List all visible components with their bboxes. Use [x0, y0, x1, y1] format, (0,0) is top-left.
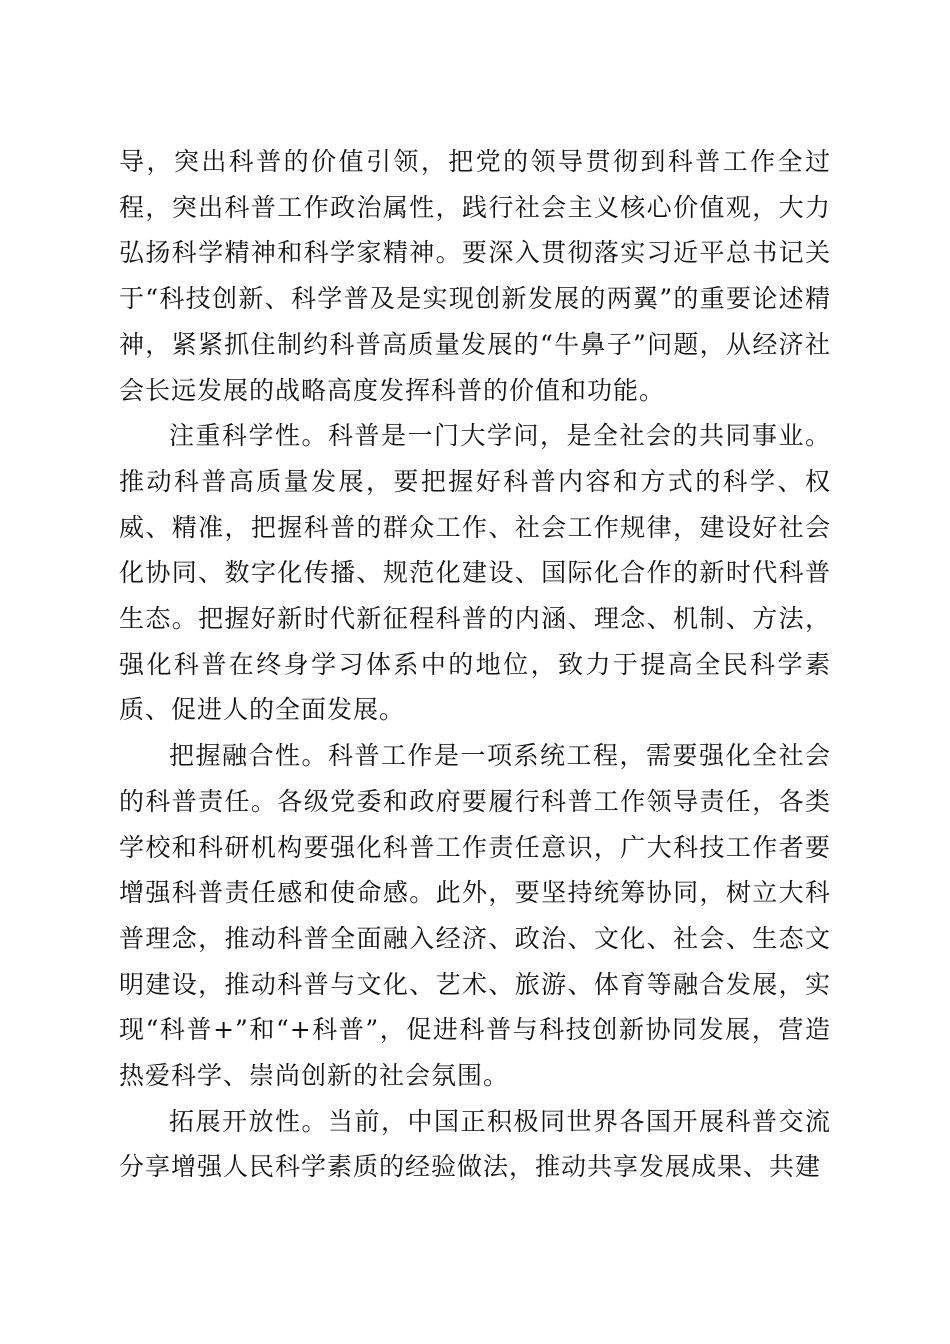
paragraph-scientific: 注重科学性。科普是一门大学问，是全社会的共同事业。推动科普高质量发展，要把握好科普内容和方式的科学、权威、精准，把握科普的群众工作、社会工作规律，建设好社会化协同、数字化传播、规范化建设、国际化合作的新时代科普生态。把握好新时代新征程科普的内涵、理念、机制、方法，强化科普在终身学习体系中的地位，致力于提高全民科学素质、促进人的全面发展。: [119, 421, 831, 725]
paragraph-integration: 把握融合性。科普工作是一项系统工程，需要强化全社会的科普责任。各级党委和政府要履行科普工作领导责任，各类学校和科研机构要强化科普工作责任意识，广大科技工作者要增强科普责任感和使命感。此外，要坚持统筹协同，树立大科普理念，推动科普全面融入经济、政治、文化、社会、生态文明建设，推动科普与文化、艺术、旅游、体育等融合发展，实现“科普+”和“+科普”，促进科普与科技创新协同发展，营造热爱科学、崇尚创新的社会氛围。: [119, 741, 831, 1091]
paragraph-openness: 拓展开放性。当前，中国正积极同世界各国开展科普交流分享增强人民科学素质的经验做法，推动共享发展成果、共建: [119, 1106, 831, 1182]
paragraph-continuation: 导，突出科普的价值引领，把党的领导贯彻到科普工作全过程，突出科普工作政治属性，践行社会主义核心价值观，大力弘扬科学精神和科学家精神。要深入贯彻落实习近平总书记关于“科技创新、科学普及是实现创新发展的两翼”的重要论述精神，紧紧抓住制约科普高质量发展的“牛鼻子”问题，从经济社会长远发展的战略高度发挥科普的价值和功能。: [119, 147, 831, 405]
document-body: [119, 139, 831, 1190]
